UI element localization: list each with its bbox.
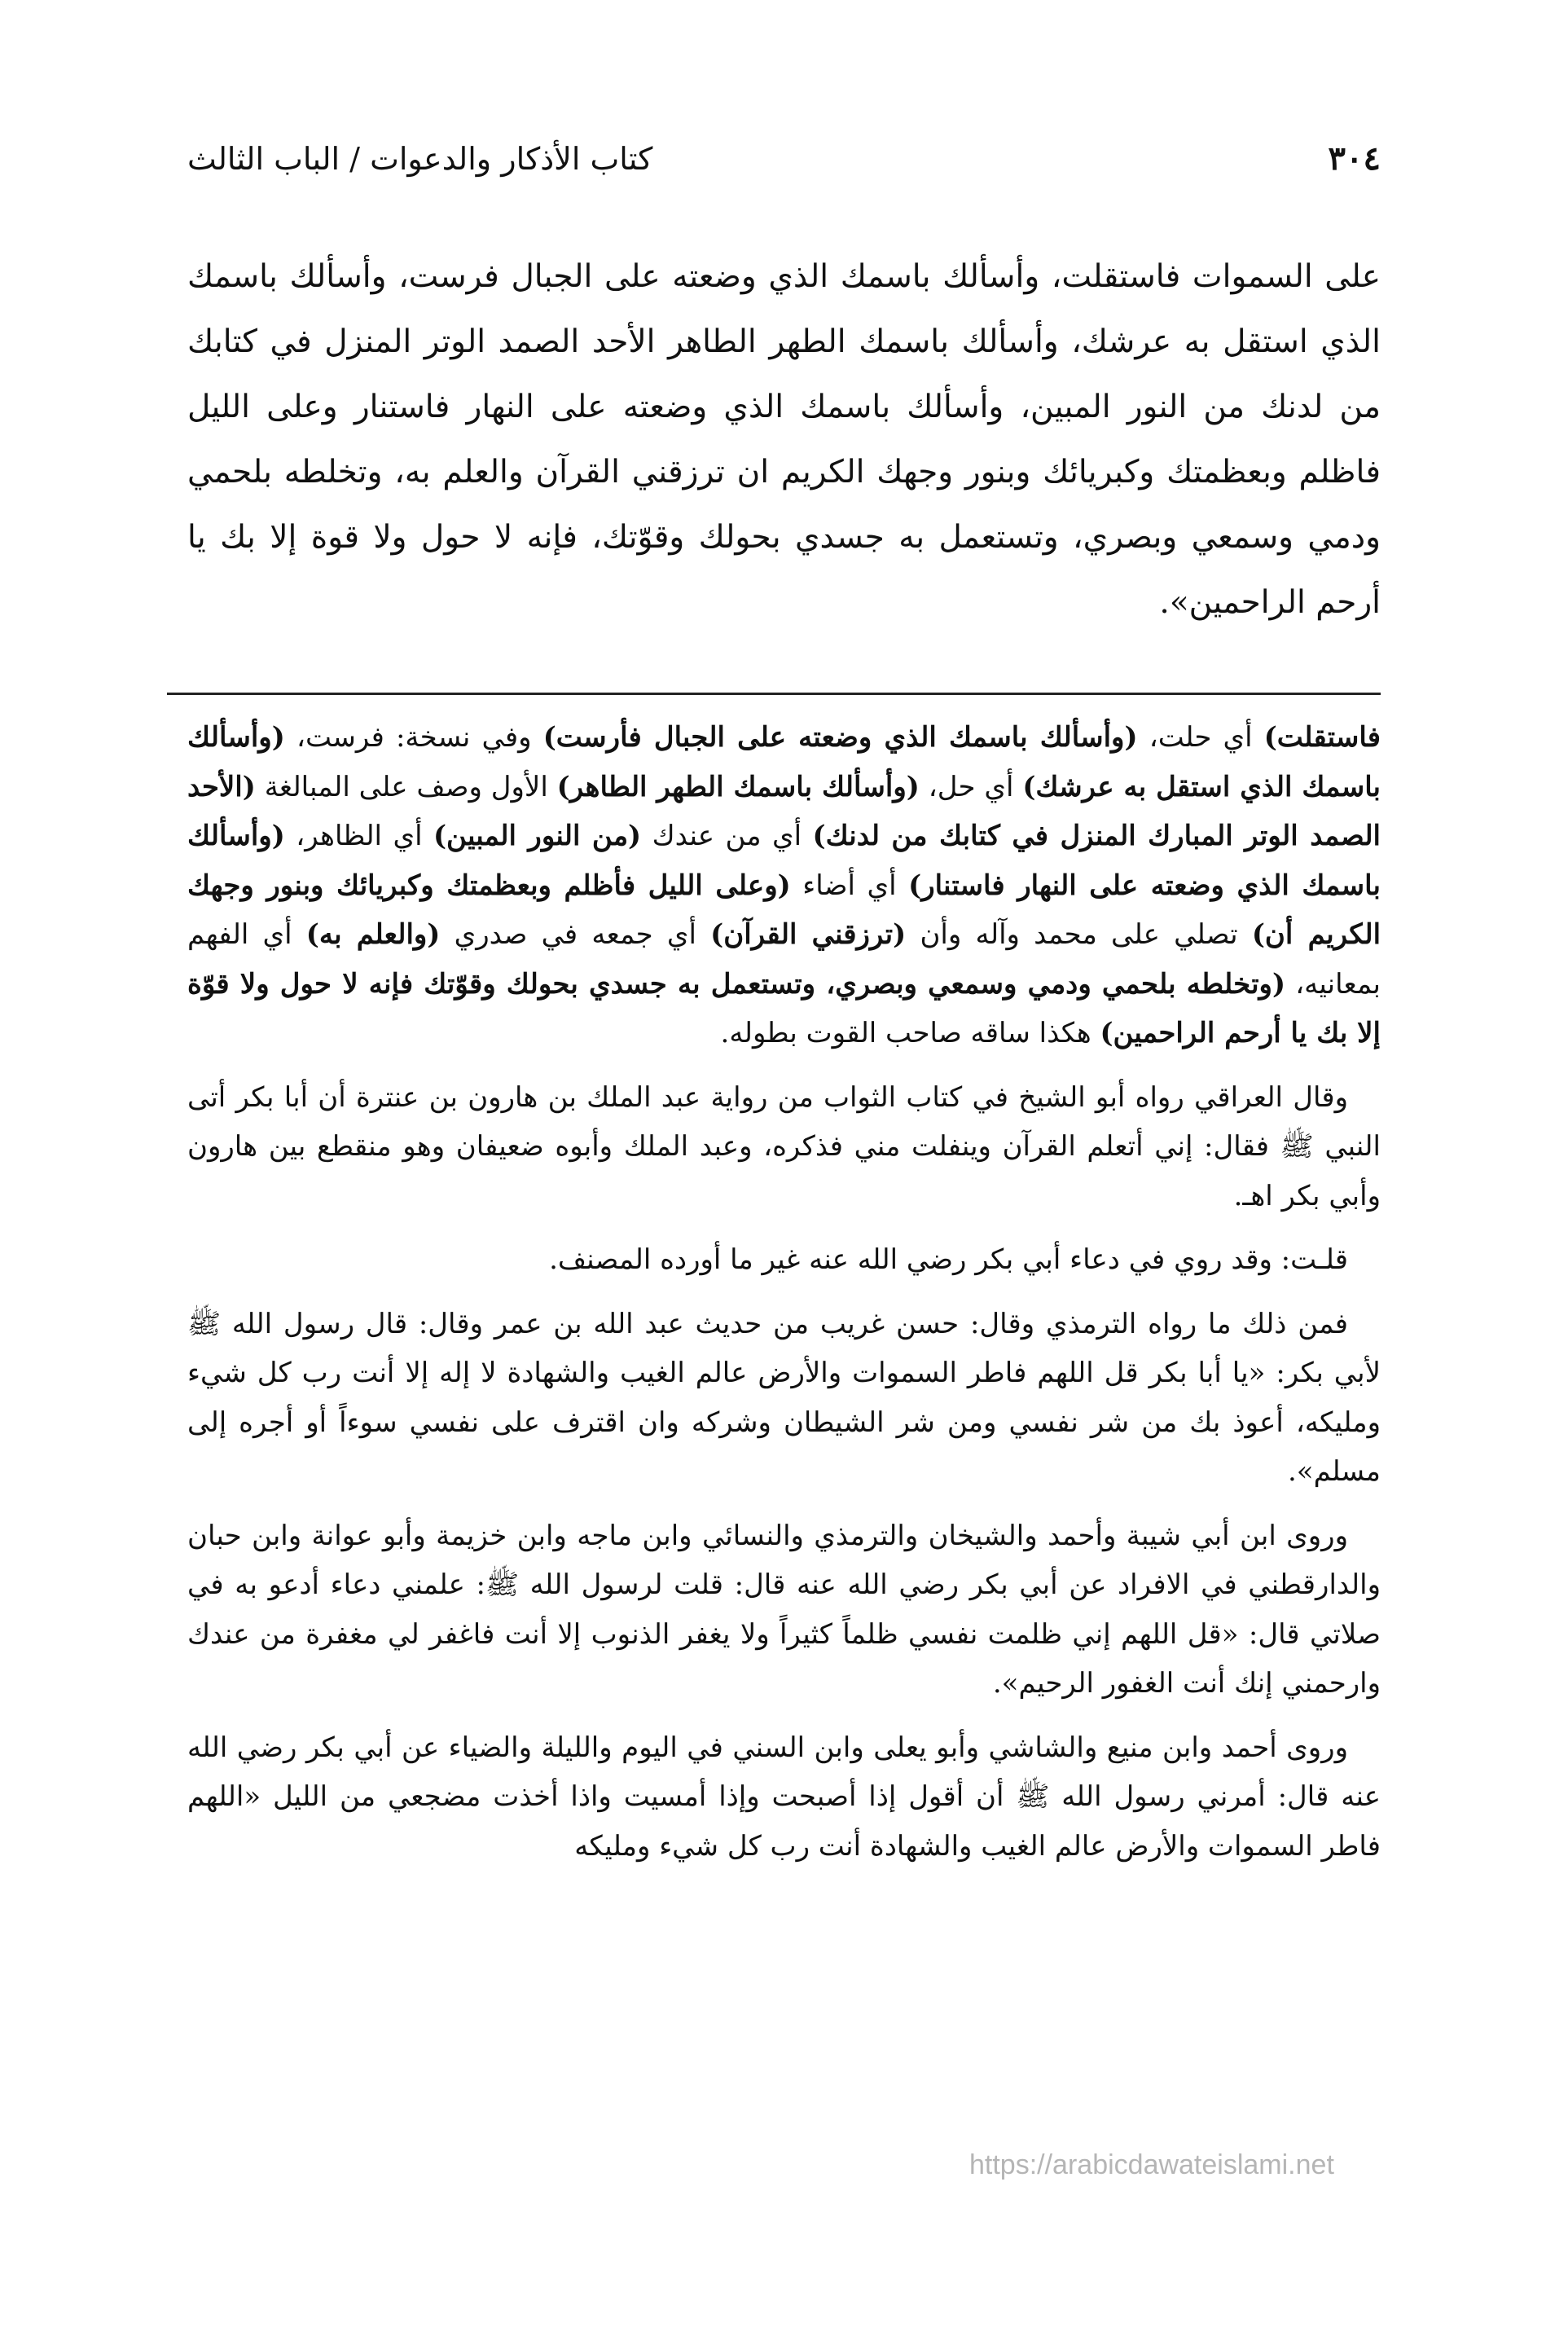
page-header (187, 130, 1381, 187)
running-title: كتاب الأذكار والدعوات / الباب الثالث (187, 141, 653, 177)
segment: أي من عندك (641, 820, 813, 852)
segment: فاستقلت) (1263, 721, 1381, 754)
commentary-paragraph-2: وقال العراقي رواه أبو الشيخ في كتاب الثواب من رواية عبد الملك بن هارون بن عنترة أن أبا بكر أتى النبي ﷺ فقال: إني أتعلم القرآن وينفلت مني فذكره، وعبد الملك وأبوه ضعيفان وهو منقطع بين هارون وأبي بكر اهـ. (187, 1080, 1381, 1212)
segment: أي حل، (919, 770, 1023, 803)
commentary-paragraph-3: قلـت: وقد روي في دعاء أبي بكر رضي الله عنه غير ما أورده المصنف. (549, 1243, 1348, 1276)
main-text (187, 244, 1381, 636)
page-number: ٣٠٤ (1328, 139, 1381, 178)
segment: (وأسألك باسمك الذي وضعته على النهار فاستنار) (187, 820, 1381, 902)
commentary-paragraph-4: فمن ذلك ما رواه الترمذي وقال: حسن غريب من حديث عبد الله بن عمر وقال: قال رسول الله ﷺ لأبي بكر: «يا أبا بكر قل اللهم فاطر السموات والأرض عالم الغيب والشهادة لا إله إلا أنت رب كل شيء ومليكه، أعوذ بك من شر نفسي ومن شر الشيطان وشركه وان اقترف على نفسي سوءاً أو أجره إلى مسلم». (187, 1307, 1381, 1488)
segment: أي الظاهر، (284, 820, 433, 852)
segment: (والعلم به) (305, 918, 441, 951)
segment: (وتخلطه بلحمي ودمي وسمعي وبصري، وتستعمل به جسدي بحولك وقوّتك فإنه لا حول ولا قوّة إلا بك يا أرحم الراحمين) (187, 967, 1381, 1049)
commentary-paragraph-5: وروى ابن أبي شيبة وأحمد والشيخان والترمذي والنسائي وابن ماجه وابن خزيمة وأبو عوانة وابن حبان والدارقطني في الافراد عن أبي بكر رضي الله عنه قال: قلت لرسول الله ﷺ: علمني دعاء أدعو به في صلاتي قال: «قل اللهم إني ظلمت نفسي ظلماً كثيراً ولا يغفر الذنوب إلا أنت فاغفر لي مغفرة من عندك وارحمني إنك أنت الغفور الرحيم». (187, 1519, 1381, 1700)
segment: (من النور المبين) (433, 820, 642, 852)
segment: أي جمعه في صدري (440, 918, 711, 951)
segment: (وأسألك باسمك الذي استقل به عرشك) (187, 721, 1381, 803)
segment: (وأسألك باسمك الذي وضعته على الجبال فأرست) (542, 721, 1138, 754)
segment: وفي نسخة: فرست، (284, 721, 543, 754)
commentary (187, 713, 1381, 1871)
commentary-paragraph-6: وروى أحمد وابن منيع والشاشي وأبو يعلى وابن السني في اليوم والليلة والضياء عن أبي بكر رضي الله عنه قال: أمرني رسول الله ﷺ أن أقول إذا أصبحت وإذا أمسيت واذا أخذت مضجعي من الليل «اللهم فاطر السموات والأرض عالم الغيب والشهادة أنت رب كل شيء ومليكه (187, 1731, 1381, 1863)
commentary-paragraph-1 (187, 713, 1381, 1058)
segment: (الأحد الصمد الوتر المبارك المنزل في كتابك من لدنك) (187, 770, 1381, 852)
segment: هكذا ساقه صاحب القوت بطوله. (720, 1017, 1100, 1049)
watermark-url: https://arabicdawateislami.net (969, 2149, 1334, 2180)
segment: أي حلت، (1137, 721, 1264, 754)
segment: تصلي على محمد وآله وأن (906, 918, 1252, 951)
footnote-separator (167, 693, 1381, 695)
segment: أي أضاء (790, 869, 909, 902)
segment: (وعلى الليل فأظلم وبعظمتك وكبريائك وبنور وجهك الكريم أن) (187, 869, 1381, 951)
segment: الأول وصف على المبالغة (255, 770, 557, 803)
segment: (وأسألك باسمك الطهر الطاهر) (556, 770, 920, 803)
segment: أي الفهم بمعانيه، (187, 918, 1381, 1001)
segment: (ترزقني القرآن) (710, 918, 907, 951)
main-paragraph: على السموات فاستقلت، وأسألك باسمك الذي وضعته على الجبال فرست، وأسألك باسمك الذي استقل به عرشك، وأسألك باسمك الطهر الطاهر الأحد الصمد الوتر المنزل في كتابك من لدنك من النور المبين، وأسألك باسمك الذي وضعته على النهار فاستنار وعلى الليل فاظلم وبعظمتك وكبريائك وبنور وجهك الكريم ان ترزقني القرآن والعلم به، وتخلطه بلحمي ودمي وسمعي وبصري، وتستعمل به جسدي بحولك وقوّتك، فإنه لا حول ولا قوة إلا بك يا أرحم الراحمين». (187, 258, 1381, 621)
